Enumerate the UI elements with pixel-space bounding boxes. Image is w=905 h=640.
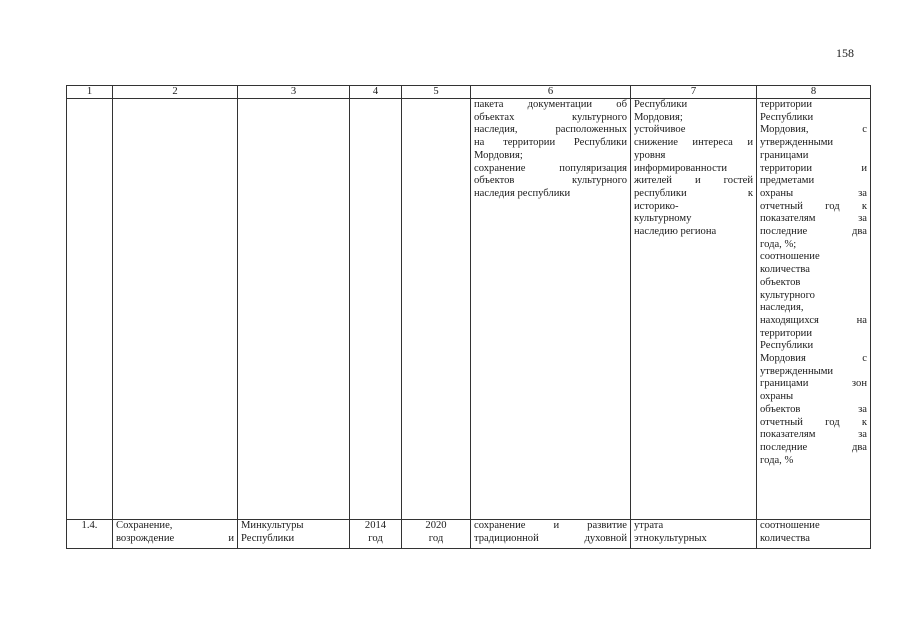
text-line: последние два [760,441,867,453]
text-line: возрождение и [116,532,234,544]
text-line: уровня [634,149,666,161]
text-line: наследия, расположенных [474,124,627,136]
column-number: 6 [471,86,631,99]
cell-indicators [757,99,871,520]
text-line: жителей и гостей [634,175,753,187]
cell-consequences [631,99,757,520]
text-line: отчетный год к [760,416,867,428]
page-number: 158 [836,46,854,60]
text-line: Республики [760,111,814,123]
text-line: на территории Республики [474,137,627,149]
text-line: последние два [760,226,867,238]
text-line: год [428,532,444,544]
cell-expected-result [471,99,631,520]
cell-end-year [402,520,471,549]
text-line: культурного [760,289,815,301]
table-row [67,99,871,520]
text-line: Республики [241,532,295,544]
text-line: наследию региона [634,226,717,238]
text-line: охраны за [760,187,867,199]
text-line: объектов культурного [474,175,627,187]
text-line: утвержденными [760,137,834,149]
text-line: территории и [760,162,867,174]
text-line: количества [760,532,810,544]
text-line: Мордовия; [634,111,683,123]
text-line: 2014 [364,520,387,531]
text-line: этнокультурных [634,532,707,544]
cell-name [113,99,238,520]
text-line: Мордовия с [760,353,867,365]
table-row [67,520,871,549]
text-line: Мордовия; [474,149,523,161]
text-line: находящихся на [760,314,867,326]
column-number: 5 [402,86,471,99]
text-line: границами зон [760,378,867,390]
cell-executor [238,99,350,520]
text-line: охраны [760,391,794,403]
column-number: 7 [631,86,757,99]
column-number: 2 [113,86,238,99]
text-line: предметами [760,175,815,187]
text-line: устойчивое [634,124,686,136]
text-line: показателям за [760,429,867,441]
text-line: Сохранение, [116,520,173,531]
text-line: объектах культурного [474,111,627,123]
column-number: 3 [238,86,350,99]
text-line: года, % [760,454,794,466]
text-line: соотношение [760,520,820,531]
text-line: количества [760,264,810,276]
text-line: Республики [760,340,814,352]
cell-end-year [402,99,471,520]
text-line: год [368,532,383,544]
cell-name [113,520,238,549]
text-line: объектов за [760,403,867,415]
text-line: снижение интереса и [634,137,753,149]
text-line: наследия республики [474,187,571,199]
cell-number: 1.4. [67,520,113,549]
cell-start-year [350,99,402,520]
column-number: 8 [757,86,871,99]
text-line: культурному [634,213,692,225]
text-line: пакета документации об [474,99,627,110]
cell-consequences [631,520,757,549]
text-line: Мордовия, с [760,124,867,136]
text-line: показателям за [760,213,867,225]
text-line: Минкультуры [241,520,304,531]
column-number-row [67,86,871,99]
text-line: Республики [634,99,688,110]
text-line: историко- [634,200,679,212]
text-line: сохранение популяризация [474,162,627,174]
program-table [66,85,871,549]
text-line: информированности [634,162,728,174]
text-line: соотношение [760,251,820,263]
cell-indicators [757,520,871,549]
cell-number [67,99,113,520]
text-line: наследия, [760,302,804,314]
text-line: территории [760,99,813,110]
text-line: 2020 [425,520,447,531]
column-number: 1 [67,86,113,99]
text-line: утрата [634,520,664,531]
text-line: утвержденными [760,365,834,377]
text-line: границами [760,149,809,161]
text-line: сохранение и развитие [474,520,627,531]
cell-expected-result [471,520,631,549]
text-line: отчетный год к [760,200,867,212]
text-line: года, %; [760,238,797,250]
text-line: территории [760,327,813,339]
cell-start-year [350,520,402,549]
column-number: 4 [350,86,402,99]
text-line: объектов [760,276,801,288]
cell-executor [238,520,350,549]
text-line: традиционной духовной [474,532,627,544]
text-line: республики к [634,187,753,199]
